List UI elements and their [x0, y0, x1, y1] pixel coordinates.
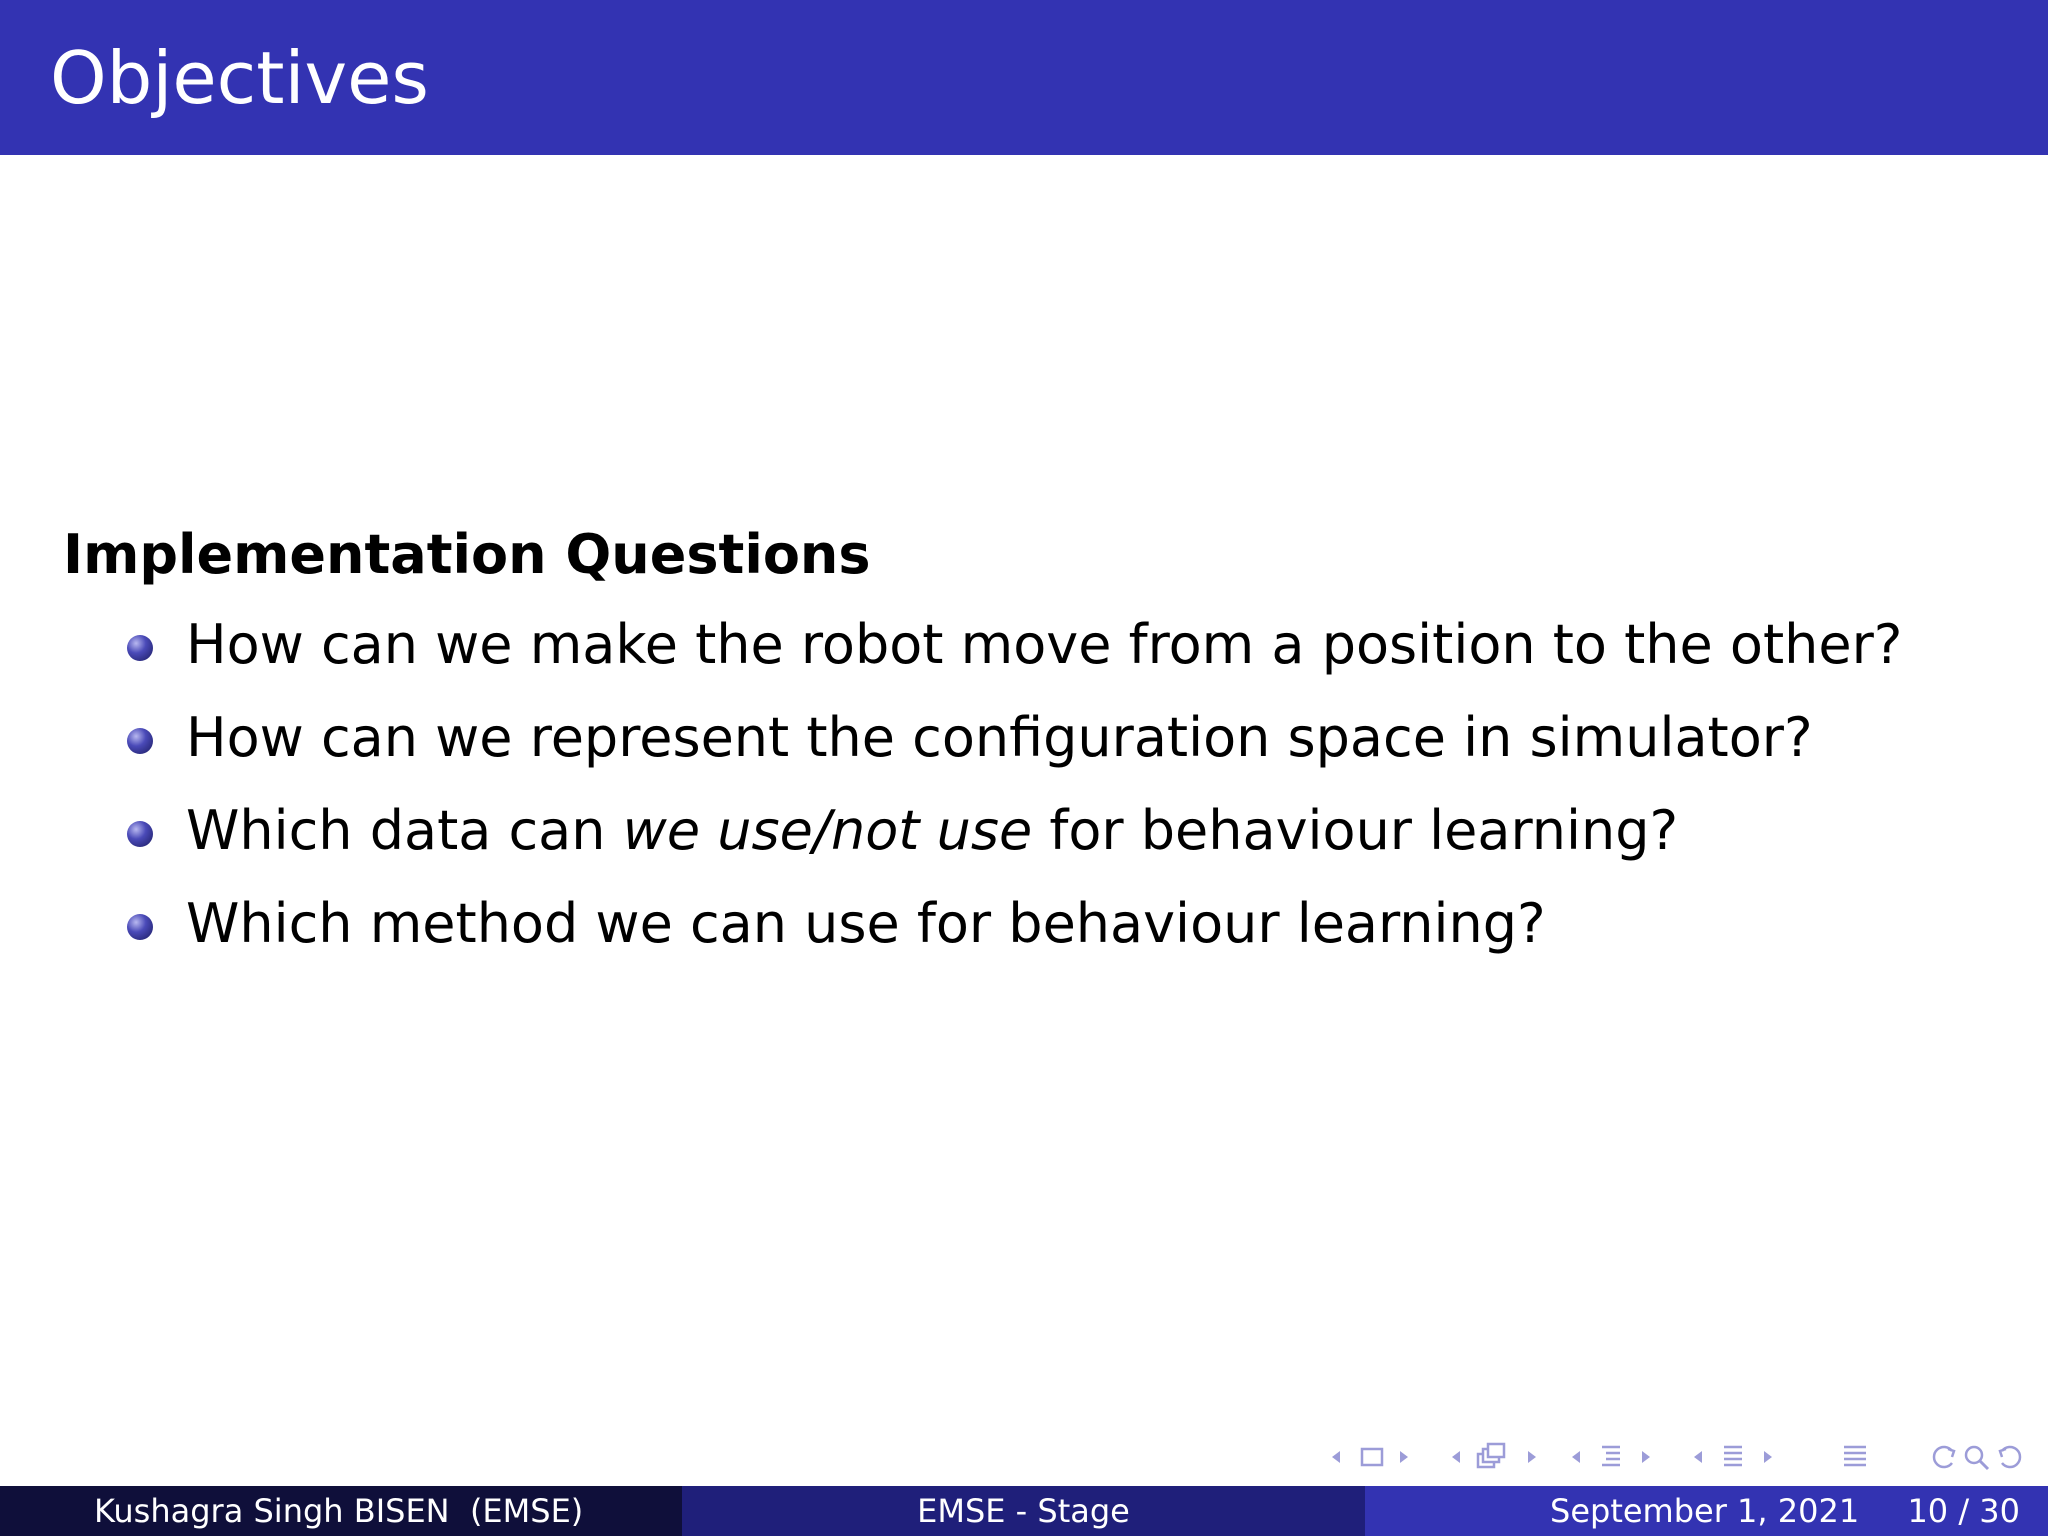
frame-nav-group[interactable]: [1326, 1440, 1414, 1473]
section-nav-icon[interactable]: [1566, 1441, 1656, 1473]
list-item: [63, 706, 2003, 804]
ball-bullet-icon: [127, 728, 153, 754]
bullet-text: Which method we can use for behaviour learning?: [186, 892, 1546, 955]
block-heading: Implementation Questions: [63, 523, 871, 586]
beamer-navigation-bar: [0, 1440, 2048, 1472]
page-number: 10 / 30: [1907, 1492, 2020, 1530]
ball-bullet-icon: [127, 635, 153, 661]
footer-author: Kushagra Singh BISEN (EMSE): [94, 1492, 584, 1530]
search-icon[interactable]: [1960, 1441, 1994, 1473]
list-item: [63, 892, 2003, 990]
ball-bullet-icon: [127, 821, 153, 847]
implementation-questions-block: [63, 525, 2003, 990]
bullet-text-emphasis: we use/not use: [622, 799, 1033, 862]
subsection-nav-group[interactable]: [1446, 1440, 1542, 1473]
footer-event: EMSE - Stage: [917, 1492, 1130, 1530]
bullet-text: How can we represent the configuration space in simulator?: [186, 706, 1813, 769]
bullet-text: [186, 799, 1679, 862]
title-bar: [0, 0, 2048, 155]
slide-title: Objectives: [50, 36, 429, 120]
bullet-list: [63, 613, 2003, 990]
footer-author-segment: [0, 1486, 682, 1536]
document-nav-group[interactable]: [1688, 1440, 1778, 1473]
back-icon[interactable]: [1926, 1441, 1960, 1473]
bullet-text-after: for behaviour learning?: [1032, 799, 1679, 862]
bullet-text: How can we make the robot move from a position to the other?: [186, 613, 1903, 676]
footer-bar: [0, 1486, 2048, 1536]
footer-event-segment: [682, 1486, 1365, 1536]
frame-nav-icon[interactable]: [1326, 1441, 1414, 1473]
search-nav-group[interactable]: [1926, 1440, 2028, 1473]
document-nav-icon[interactable]: [1688, 1441, 1778, 1473]
list-item: [63, 799, 2003, 897]
section-nav-group[interactable]: [1566, 1440, 1656, 1473]
bullet-text-before: Which data can: [186, 799, 623, 862]
subsection-nav-icon[interactable]: [1446, 1441, 1542, 1473]
appendix-group[interactable]: [1840, 1440, 1870, 1473]
footer-date-segment: [1365, 1486, 2048, 1536]
list-item: [63, 613, 2003, 711]
footer-date: September 1, 2021: [1550, 1492, 1860, 1530]
appendix-icon[interactable]: [1840, 1441, 1870, 1473]
forward-icon[interactable]: [1994, 1441, 2028, 1473]
ball-bullet-icon: [127, 914, 153, 940]
